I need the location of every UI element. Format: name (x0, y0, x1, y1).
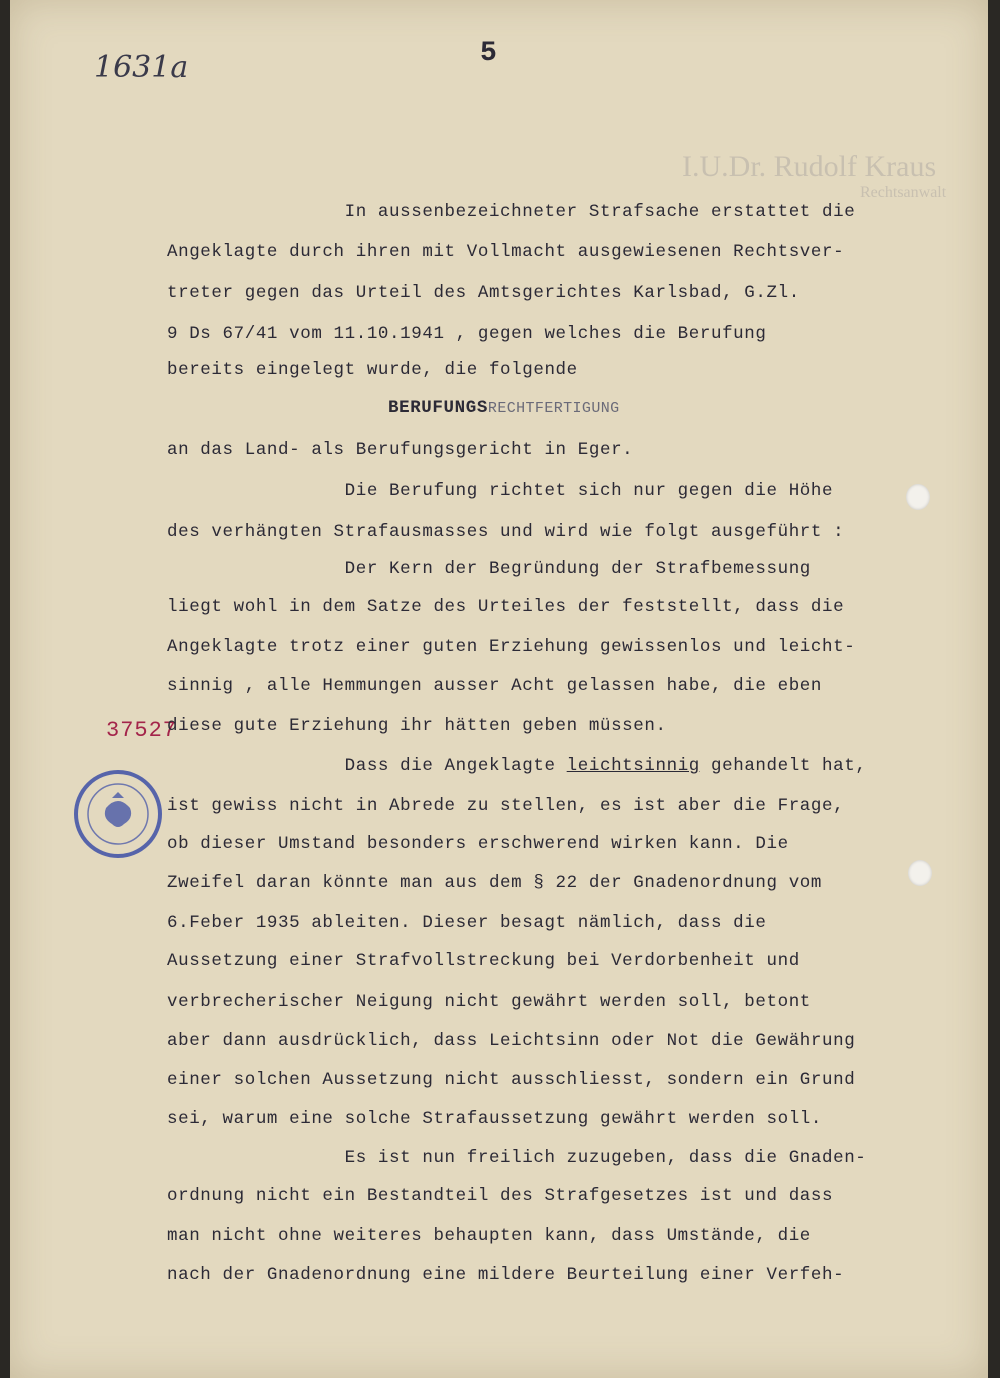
body-line: nach der Gnadenordnung eine mildere Beurteilung einer Verfeh- (167, 1265, 845, 1285)
underlined-word: leichtsinnig (566, 756, 700, 776)
body-line: Der Kern der Begründung der Strafbemessung (167, 559, 811, 579)
body-line: ob dieser Umstand besonders erschwerend wirken kann. Die (167, 834, 789, 854)
body-line: aber dann ausdrücklich, dass Leichtsinn oder Not die Gewährung (167, 1031, 856, 1051)
bleed-through-letterhead: I.U.Dr. Rudolf Kraus (682, 150, 937, 183)
heading-part-1: BERUFUNGS (388, 398, 488, 418)
section-heading (388, 398, 620, 418)
body-line: Die Berufung richtet sich nur gegen die Höhe (167, 481, 834, 501)
page-number: 5 (480, 38, 497, 69)
body-line: sei, warum eine solche Strafaussetzung gewährt werden soll. (167, 1109, 823, 1129)
punch-hole (908, 860, 932, 886)
handwritten-number: 1631a (94, 50, 189, 85)
body-line: ist gewiss nicht in Abrede zu stellen, es ist aber die Frage, (167, 796, 845, 816)
body-line: Es ist nun freilich zuzugeben, dass die Gnaden- (167, 1148, 867, 1168)
body-line: In aussenbezeichneter Strafsache erstattet die (167, 202, 856, 222)
body-line: Aussetzung einer Strafvollstreckung bei Verdorbenheit und (167, 951, 800, 971)
text-run: gehandelt hat, (699, 756, 867, 776)
body-line: Angeklagte durch ihren mit Vollmacht ausgewiesenen Rechtsver- (167, 242, 845, 262)
body-line: Zweifel daran könnte man aus dem § 22 der Gnadenordnung vom (167, 873, 823, 893)
body-line: des verhängten Strafausmasses und wird wie folgt ausgeführt : (167, 522, 845, 542)
body-line: Angeklagte trotz einer guten Erziehung gewissenlos und leicht- (167, 637, 856, 657)
bleed-through-letterhead-sub: Rechtsanwalt (860, 184, 947, 201)
body-line: bereits eingelegt wurde, die folgende (167, 360, 578, 380)
reference-number: 37527 (106, 718, 178, 743)
body-line: einer solchen Aussetzung nicht ausschliesst, sondern ein Grund (167, 1070, 856, 1090)
body-line: an das Land- als Berufungsgericht in Eger. (167, 440, 634, 460)
document-page (10, 0, 988, 1378)
text-run: Dass die Angeklagte (167, 756, 567, 776)
body-line: ordnung nicht ein Bestandteil des Strafgesetzes ist und dass (167, 1186, 834, 1206)
body-line: liegt wohl in dem Satze des Urteiles der feststellt, dass die (167, 597, 845, 617)
body-line: verbrecherischer Neigung nicht gewährt werden soll, betont (167, 992, 811, 1012)
punch-hole (906, 484, 930, 510)
body-line: treter gegen das Urteil des Amtsgerichtes Karlsbad, G.Zl. (167, 283, 800, 303)
body-line: diese gute Erziehung ihr hätten geben müssen. (167, 716, 667, 736)
heading-part-2: RECHTFERTIGUNG (487, 400, 620, 417)
body-line: man nicht ohne weiteres behaupten kann, dass Umstände, die (167, 1226, 811, 1246)
body-line: 9 Ds 67/41 vom 11.10.1941 , gegen welches die Berufung (167, 324, 767, 344)
body-line: 6.Feber 1935 ableiten. Dieser besagt nämlich, dass die (167, 913, 767, 933)
body-line (167, 756, 866, 776)
round-stamp-icon (72, 768, 164, 860)
body-line: sinnig , alle Hemmungen ausser Acht gelassen habe, die eben (167, 676, 823, 696)
